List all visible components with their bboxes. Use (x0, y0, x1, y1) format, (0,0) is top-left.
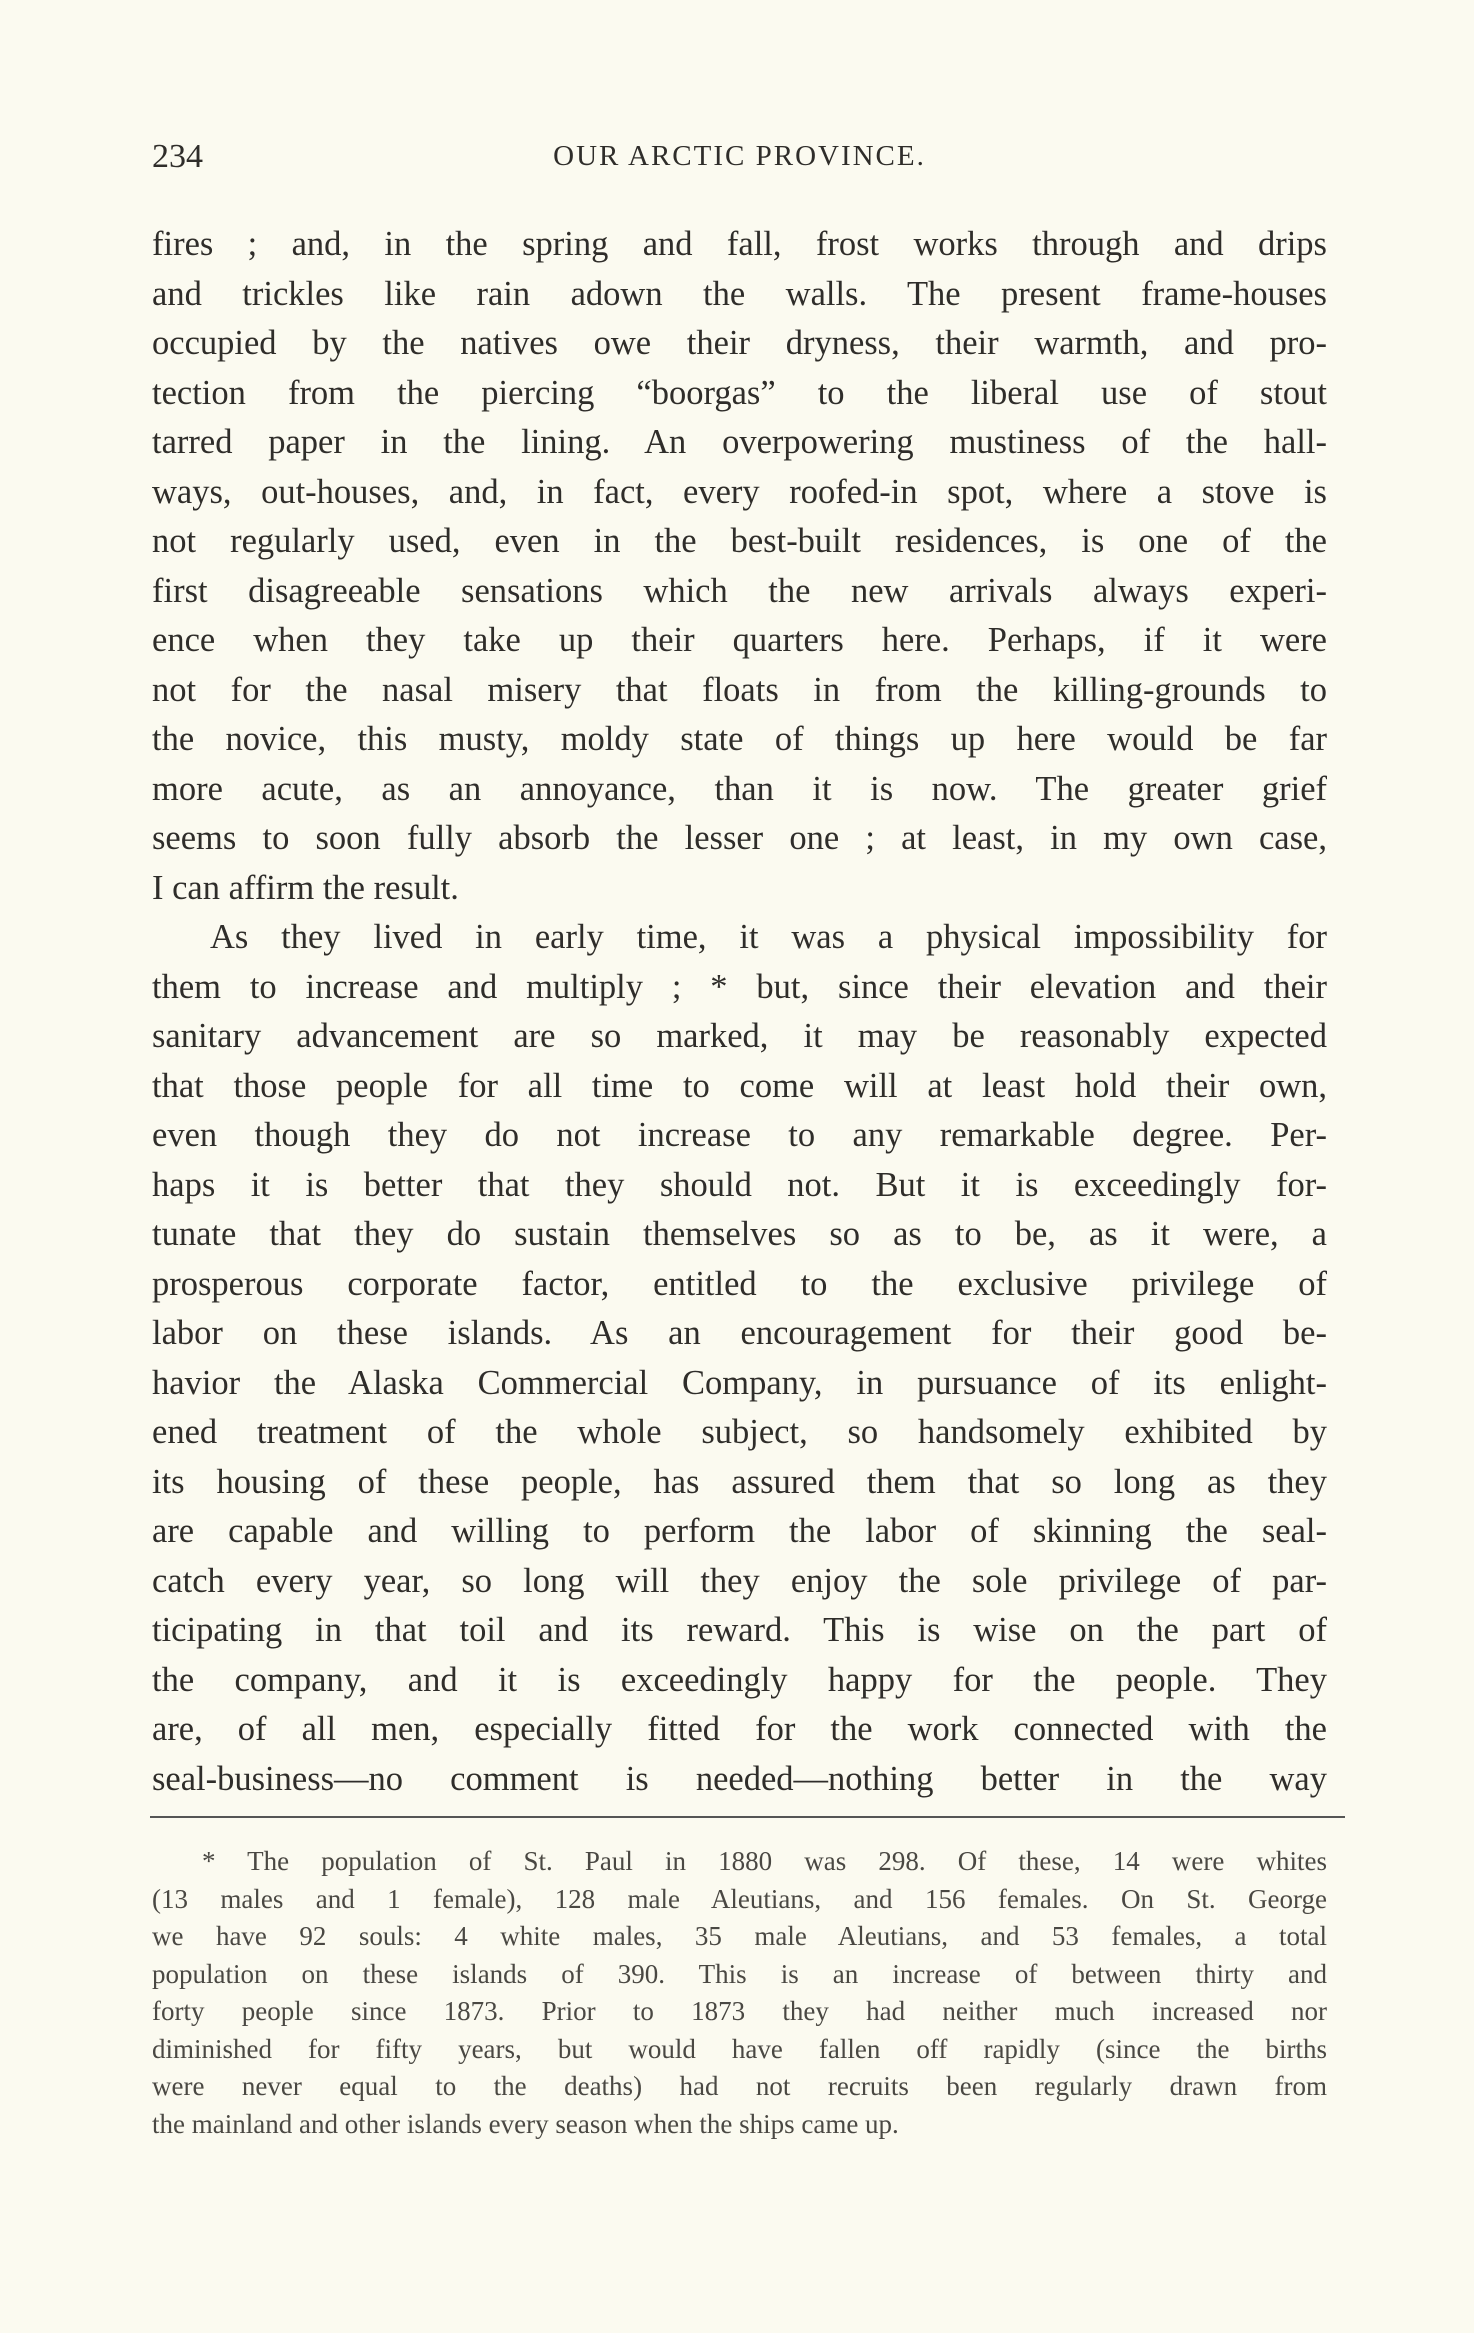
text-line: ence when they take up their quarters here. Perhaps, if it were (152, 621, 1327, 659)
footnote-line: were never equal to the deaths) had not recruits been regularly drawn from (152, 2071, 1327, 2101)
text-line: haps it is better that they should not. But it is exceedingly for- (152, 1165, 1327, 1204)
text-line: not regularly used, even in the best-built residences, is one of the (152, 522, 1327, 560)
text-line: catch every year, so long will they enjoy the sole privilege of par- (152, 1561, 1327, 1600)
text-line: are capable and willing to perform the labor of skinning the seal- (152, 1512, 1327, 1550)
footnote-line: forty people since 1873. Prior to 1873 they had neither much increased nor (152, 1996, 1327, 2026)
text-line: As they lived in early time, it was a physical impossibility for (210, 918, 1327, 956)
text-line: even though they do not increase to any remarkable degree. Per- (152, 1116, 1327, 1154)
footnote (152, 1843, 1327, 2143)
page-header (152, 138, 1327, 182)
text-line: ticipating in that toil and its reward. This is wise on the part of (152, 1611, 1327, 1649)
text-line: the novice, this musty, moldy state of things up here would be far (152, 720, 1327, 758)
text-line: ways, out-houses, and, in fact, every roofed-in spot, where a stove is (152, 472, 1327, 511)
text-line: the company, and it is exceedingly happy for the people. They (152, 1660, 1327, 1699)
footnote-line: * The population of St. Paul in 1880 was 298. Of these, 14 were whites (202, 1846, 1327, 1876)
text-line: I can affirm the result. (152, 868, 459, 907)
text-line: labor on these islands. As an encouragement for their good be- (152, 1314, 1327, 1352)
text-line: that those people for all time to come will at least hold their own, (152, 1066, 1327, 1105)
text-line: them to increase and multiply ; * but, since their elevation and their (152, 967, 1327, 1006)
text-line: and trickles like rain adown the walls. The present frame-houses (152, 274, 1327, 313)
text-line: its housing of these people, has assured them that so long as they (152, 1462, 1327, 1501)
footnote-line: (13 males and 1 female), 128 male Aleutians, and 156 females. On St. George (152, 1883, 1327, 1914)
text-line: prosperous corporate factor, entitled to the exclusive privilege of (152, 1264, 1327, 1303)
text-line: are, of all men, especially fitted for the work connected with the (152, 1710, 1327, 1748)
text-line: not for the nasal misery that floats in from the killing-grounds to (152, 670, 1327, 709)
text-line: fires ; and, in the spring and fall, frost works through and drips (152, 225, 1327, 263)
text-line: sanitary advancement are so marked, it may be reasonably expected (152, 1017, 1327, 1055)
text-line: havior the Alaska Commercial Company, in pursuance of its enlight- (152, 1363, 1327, 1402)
text-line: occupied by the natives owe their dryness, their warmth, and pro- (152, 324, 1327, 362)
text-line: ened treatment of the whole subject, so handsomely exhibited by (152, 1413, 1327, 1451)
text-line: first disagreeable sensations which the new arrivals always experi- (152, 571, 1327, 610)
footnote-line: diminished for fifty years, but would have fallen off rapidly (since the births (152, 2033, 1327, 2064)
text-line: tarred paper in the lining. An overpowering mustiness of the hall- (152, 423, 1327, 461)
text-line: tunate that they do sustain themselves so as to be, as it were, a (152, 1215, 1327, 1253)
footnote-line: the mainland and other islands every season when the ships came up. (152, 2108, 899, 2139)
running-title: OUR ARCTIC PROVINCE. (553, 140, 926, 172)
text-line: seems to soon fully absorb the lesser one ; at least, in my own case, (152, 819, 1327, 857)
footnote-line: population on these islands of 390. This is an increase of between thirty and (152, 1958, 1327, 1989)
footnote-divider (150, 1816, 1345, 1818)
text-line: more acute, as an annoyance, than it is now. The greater grief (152, 769, 1327, 808)
body-text (152, 220, 1327, 1804)
page-number: 234 (152, 138, 203, 175)
footnote-line: we have 92 souls: 4 white males, 35 male Aleutians, and 53 females, a total (152, 1921, 1327, 1951)
text-line: seal-business—no comment is needed—nothing better in the way (152, 1759, 1327, 1798)
text-line: tection from the piercing “boorgas” to the liberal use of stout (152, 373, 1327, 412)
